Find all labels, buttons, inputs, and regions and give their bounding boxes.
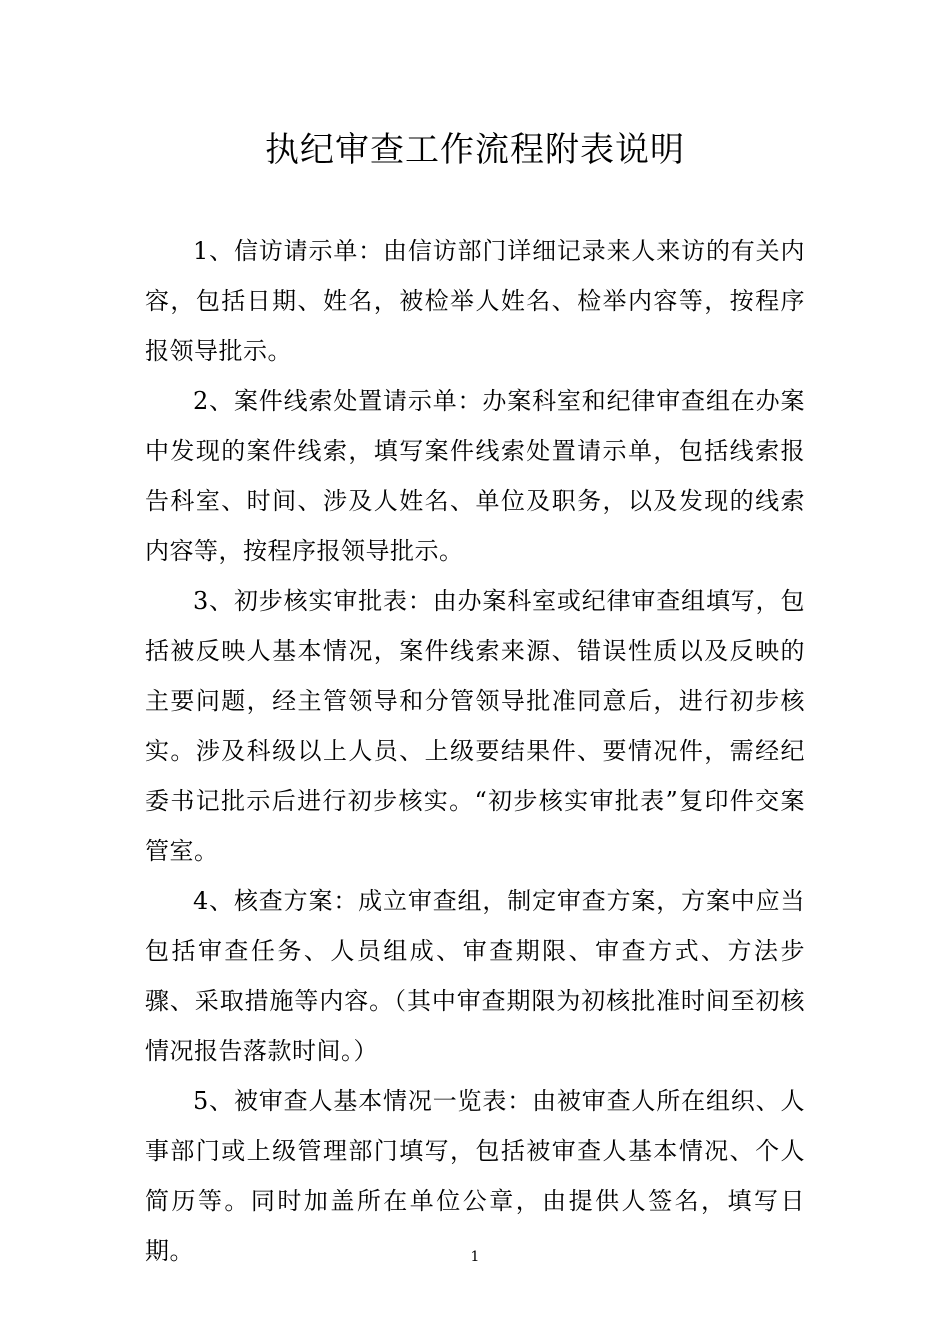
page-number: 1 bbox=[470, 1249, 480, 1265]
paragraph-3: 3、初步核实审批表：由办案科室或纪律审查组填写，包括被反映人基本情况，案件线索来源、错误性质以及反映的主要问题，经主管领导和分管领导批准同意后，进行初步核实。涉及科级以上人员、上级要结果件、要情况件，需经纪委书记批示后进行初步核实。“初步核实审批表”复印件交案管室。 bbox=[145, 587, 805, 865]
document-title: 执纪审查工作流程附表说明 bbox=[265, 130, 685, 170]
paragraph-2: 2、案件线索处置请示单：办案科室和纪律审查组在办案中发现的案件线索，填写案件线索处置请示单，包括线索报告科室、时间、涉及人姓名、单位及职务，以及发现的线索内容等，按程序报领导批示。 bbox=[145, 387, 805, 565]
paragraph-4: 4、核查方案：成立审查组，制定审查方案，方案中应当包括审查任务、人员组成、审查期限、审查方式、方法步骤、采取措施等内容。（其中审查期限为初核批准时间至初核情况报告落款时间。） bbox=[145, 887, 805, 1065]
paragraph-5: 5、被审查人基本情况一览表：由被审查人所在组织、人事部门或上级管理部门填写，包括被审查人基本情况、个人简历等。同时加盖所在单位公章，由提供人签名，填写日期。 bbox=[145, 1087, 805, 1265]
document-body bbox=[145, 226, 805, 1276]
paragraph-1: 1、信访请示单：由信访部门详细记录来人来访的有关内容，包括日期、姓名，被检举人姓名、检举内容等，按程序报领导批示。 bbox=[145, 237, 805, 365]
